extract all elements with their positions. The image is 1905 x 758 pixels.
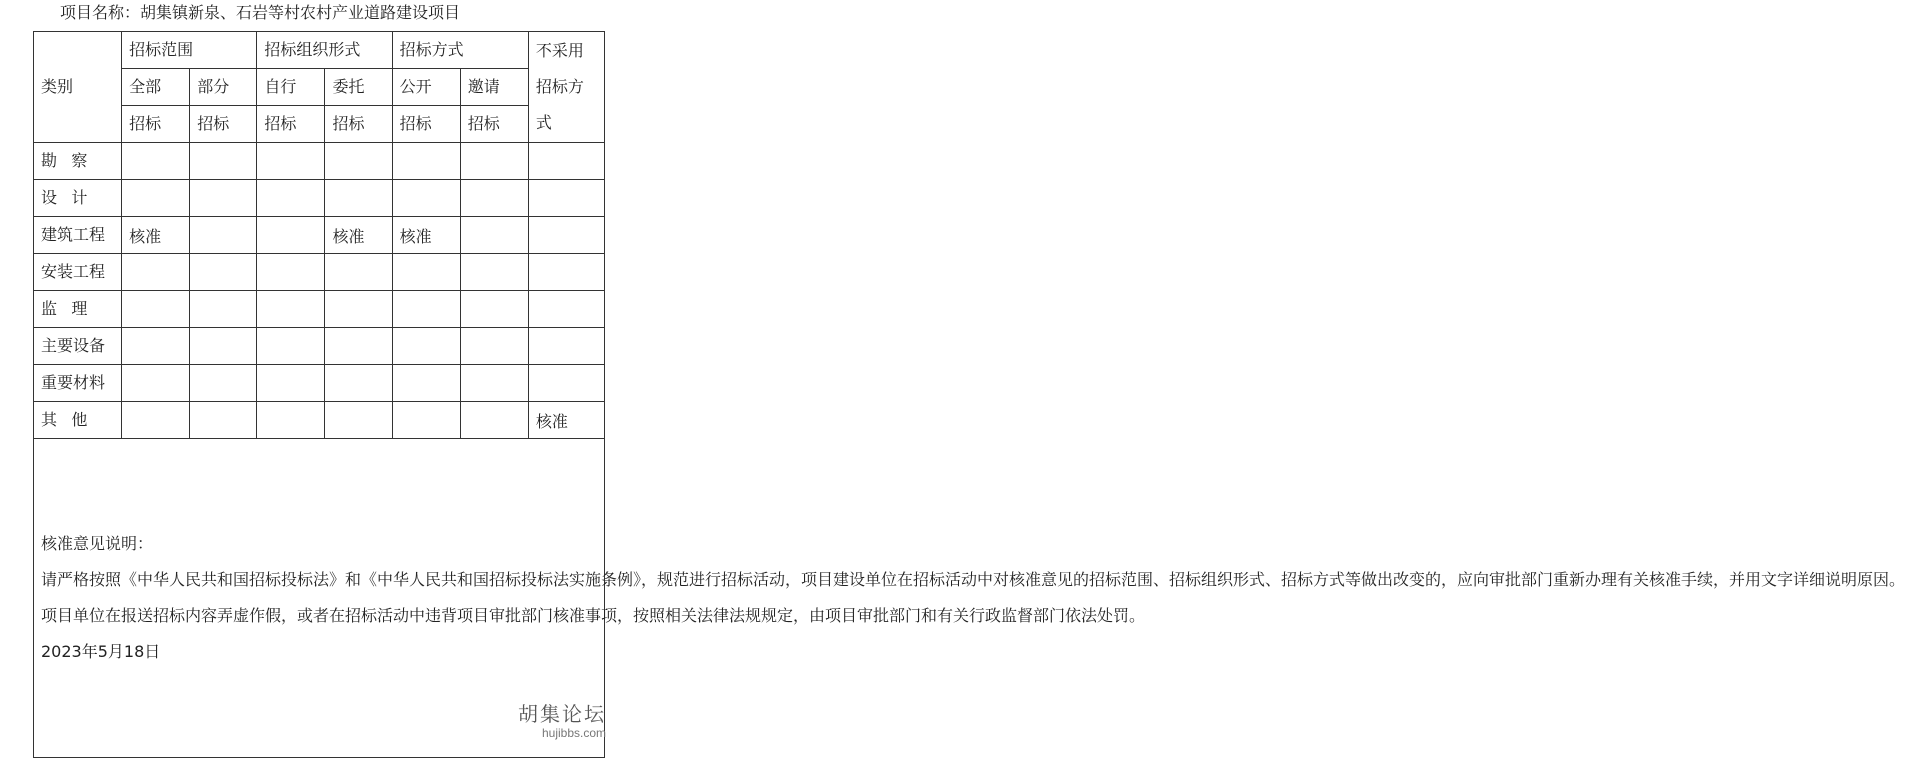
table-cell	[460, 328, 528, 365]
header-method: 招标方式	[392, 32, 528, 69]
table-cell	[122, 365, 190, 402]
header-entrust-line1: 委托	[325, 69, 392, 106]
header-scope: 招标范围	[122, 32, 257, 69]
table-cell	[122, 254, 190, 291]
table-cell	[528, 180, 604, 217]
table-cell: 核准	[325, 217, 392, 254]
header-self-line2: 招标	[257, 106, 325, 143]
header-partial-line1: 部分	[190, 69, 257, 106]
row-label: 主要设备	[34, 328, 122, 365]
table-row	[34, 402, 605, 439]
notes-paragraph: 请严格按照《中华人民共和国招标投标法》和《中华人民共和国招标投标法实施条例》，规范进行招标活动，项目建设单位在招标活动中对核准意见的招标范围、招标组织形式、招标方式等做出改变的，应向审批部门重新办理有关核准手续，并用文字详细说明原因。	[41, 570, 1905, 589]
table-cell	[392, 143, 460, 180]
table-cell	[460, 143, 528, 180]
table-cell: 核准	[528, 402, 604, 439]
row-label: 安装工程	[34, 254, 122, 291]
table-cell	[528, 217, 604, 254]
table-cell	[257, 217, 325, 254]
table-cell	[325, 143, 392, 180]
table-cell	[257, 365, 325, 402]
table-cell	[325, 402, 392, 439]
row-label: 重要材料	[34, 365, 122, 402]
notes-paragraph: 项目单位在报送招标内容弄虚作假，或者在招标活动中违背项目审批部门核准事项，按照相关法律法规规定，由项目审批部门和有关行政监督部门依法处罚。	[41, 606, 1146, 625]
watermark-url: hujibbs.com	[541, 726, 606, 740]
table-cell	[460, 402, 528, 439]
header-full-line1: 全部	[122, 69, 190, 106]
table-cell	[392, 328, 460, 365]
table-cell	[190, 291, 257, 328]
header-public-line1: 公开	[392, 69, 460, 106]
header-self-line1: 自行	[257, 69, 325, 106]
notes-heading: 核准意见说明：	[41, 534, 154, 553]
table-cell	[460, 291, 528, 328]
table-row	[34, 254, 605, 291]
table-cell	[392, 402, 460, 439]
table-row	[34, 143, 605, 180]
table-row	[34, 217, 605, 254]
table-cell	[528, 291, 604, 328]
table-cell	[325, 291, 392, 328]
table-cell	[460, 365, 528, 402]
table-cell	[325, 328, 392, 365]
table-row	[34, 180, 605, 217]
header-partial-line2: 招标	[190, 106, 257, 143]
table-cell: 核准	[122, 217, 190, 254]
table-cell	[122, 328, 190, 365]
table-cell	[190, 143, 257, 180]
table-cell	[257, 143, 325, 180]
header-invite-line2: 招标	[460, 106, 528, 143]
table-row	[34, 291, 605, 328]
table-cell	[122, 180, 190, 217]
project-title: 项目名称：胡集镇新泉、石岩等村农村产业道路建设项目	[60, 3, 461, 22]
header-invite-line1: 邀请	[460, 69, 528, 106]
table-cell	[325, 180, 392, 217]
table-cell	[325, 365, 392, 402]
table-cell	[528, 328, 604, 365]
table-cell	[190, 217, 257, 254]
row-label: 勘察	[34, 143, 122, 180]
header-org-form: 招标组织形式	[257, 32, 392, 69]
table-cell	[257, 291, 325, 328]
row-label: 其他	[34, 402, 122, 439]
header-category: 类别	[34, 32, 122, 143]
header-not-adopt-line: 招标方	[535, 77, 584, 96]
table-cell	[528, 254, 604, 291]
table-row	[34, 365, 605, 402]
header-not-adopt-line: 不采用	[535, 41, 584, 60]
row-label: 监理	[34, 291, 122, 328]
table-cell	[257, 254, 325, 291]
header-not-adopt	[528, 32, 604, 143]
table-cell	[122, 291, 190, 328]
header-not-adopt-line: 式	[535, 113, 552, 132]
table-row	[34, 328, 605, 365]
table-cell	[257, 402, 325, 439]
table-cell	[257, 180, 325, 217]
table-cell	[257, 328, 325, 365]
tender-approval-table	[33, 31, 1905, 758]
table-cell	[190, 328, 257, 365]
header-full-line2: 招标	[122, 106, 190, 143]
watermark-title: 胡集论坛	[518, 702, 606, 726]
approval-notes	[34, 439, 1905, 758]
table-cell	[190, 402, 257, 439]
row-label: 设计	[34, 180, 122, 217]
table-cell	[122, 143, 190, 180]
table-cell	[392, 180, 460, 217]
table-cell	[325, 254, 392, 291]
table-cell	[528, 143, 604, 180]
table-cell: 核准	[392, 217, 460, 254]
row-label: 建筑工程	[34, 217, 122, 254]
table-cell	[190, 180, 257, 217]
notes-date: 2023年5月18日	[41, 642, 161, 661]
table-cell	[460, 254, 528, 291]
header-public-line2: 招标	[392, 106, 460, 143]
table-cell	[122, 402, 190, 439]
table-cell	[190, 365, 257, 402]
table-cell	[460, 217, 528, 254]
table-cell	[190, 254, 257, 291]
header-entrust-line2: 招标	[325, 106, 392, 143]
table-cell	[460, 180, 528, 217]
table-cell	[392, 254, 460, 291]
table-cell	[392, 291, 460, 328]
table-cell	[392, 365, 460, 402]
table-cell	[528, 365, 604, 402]
